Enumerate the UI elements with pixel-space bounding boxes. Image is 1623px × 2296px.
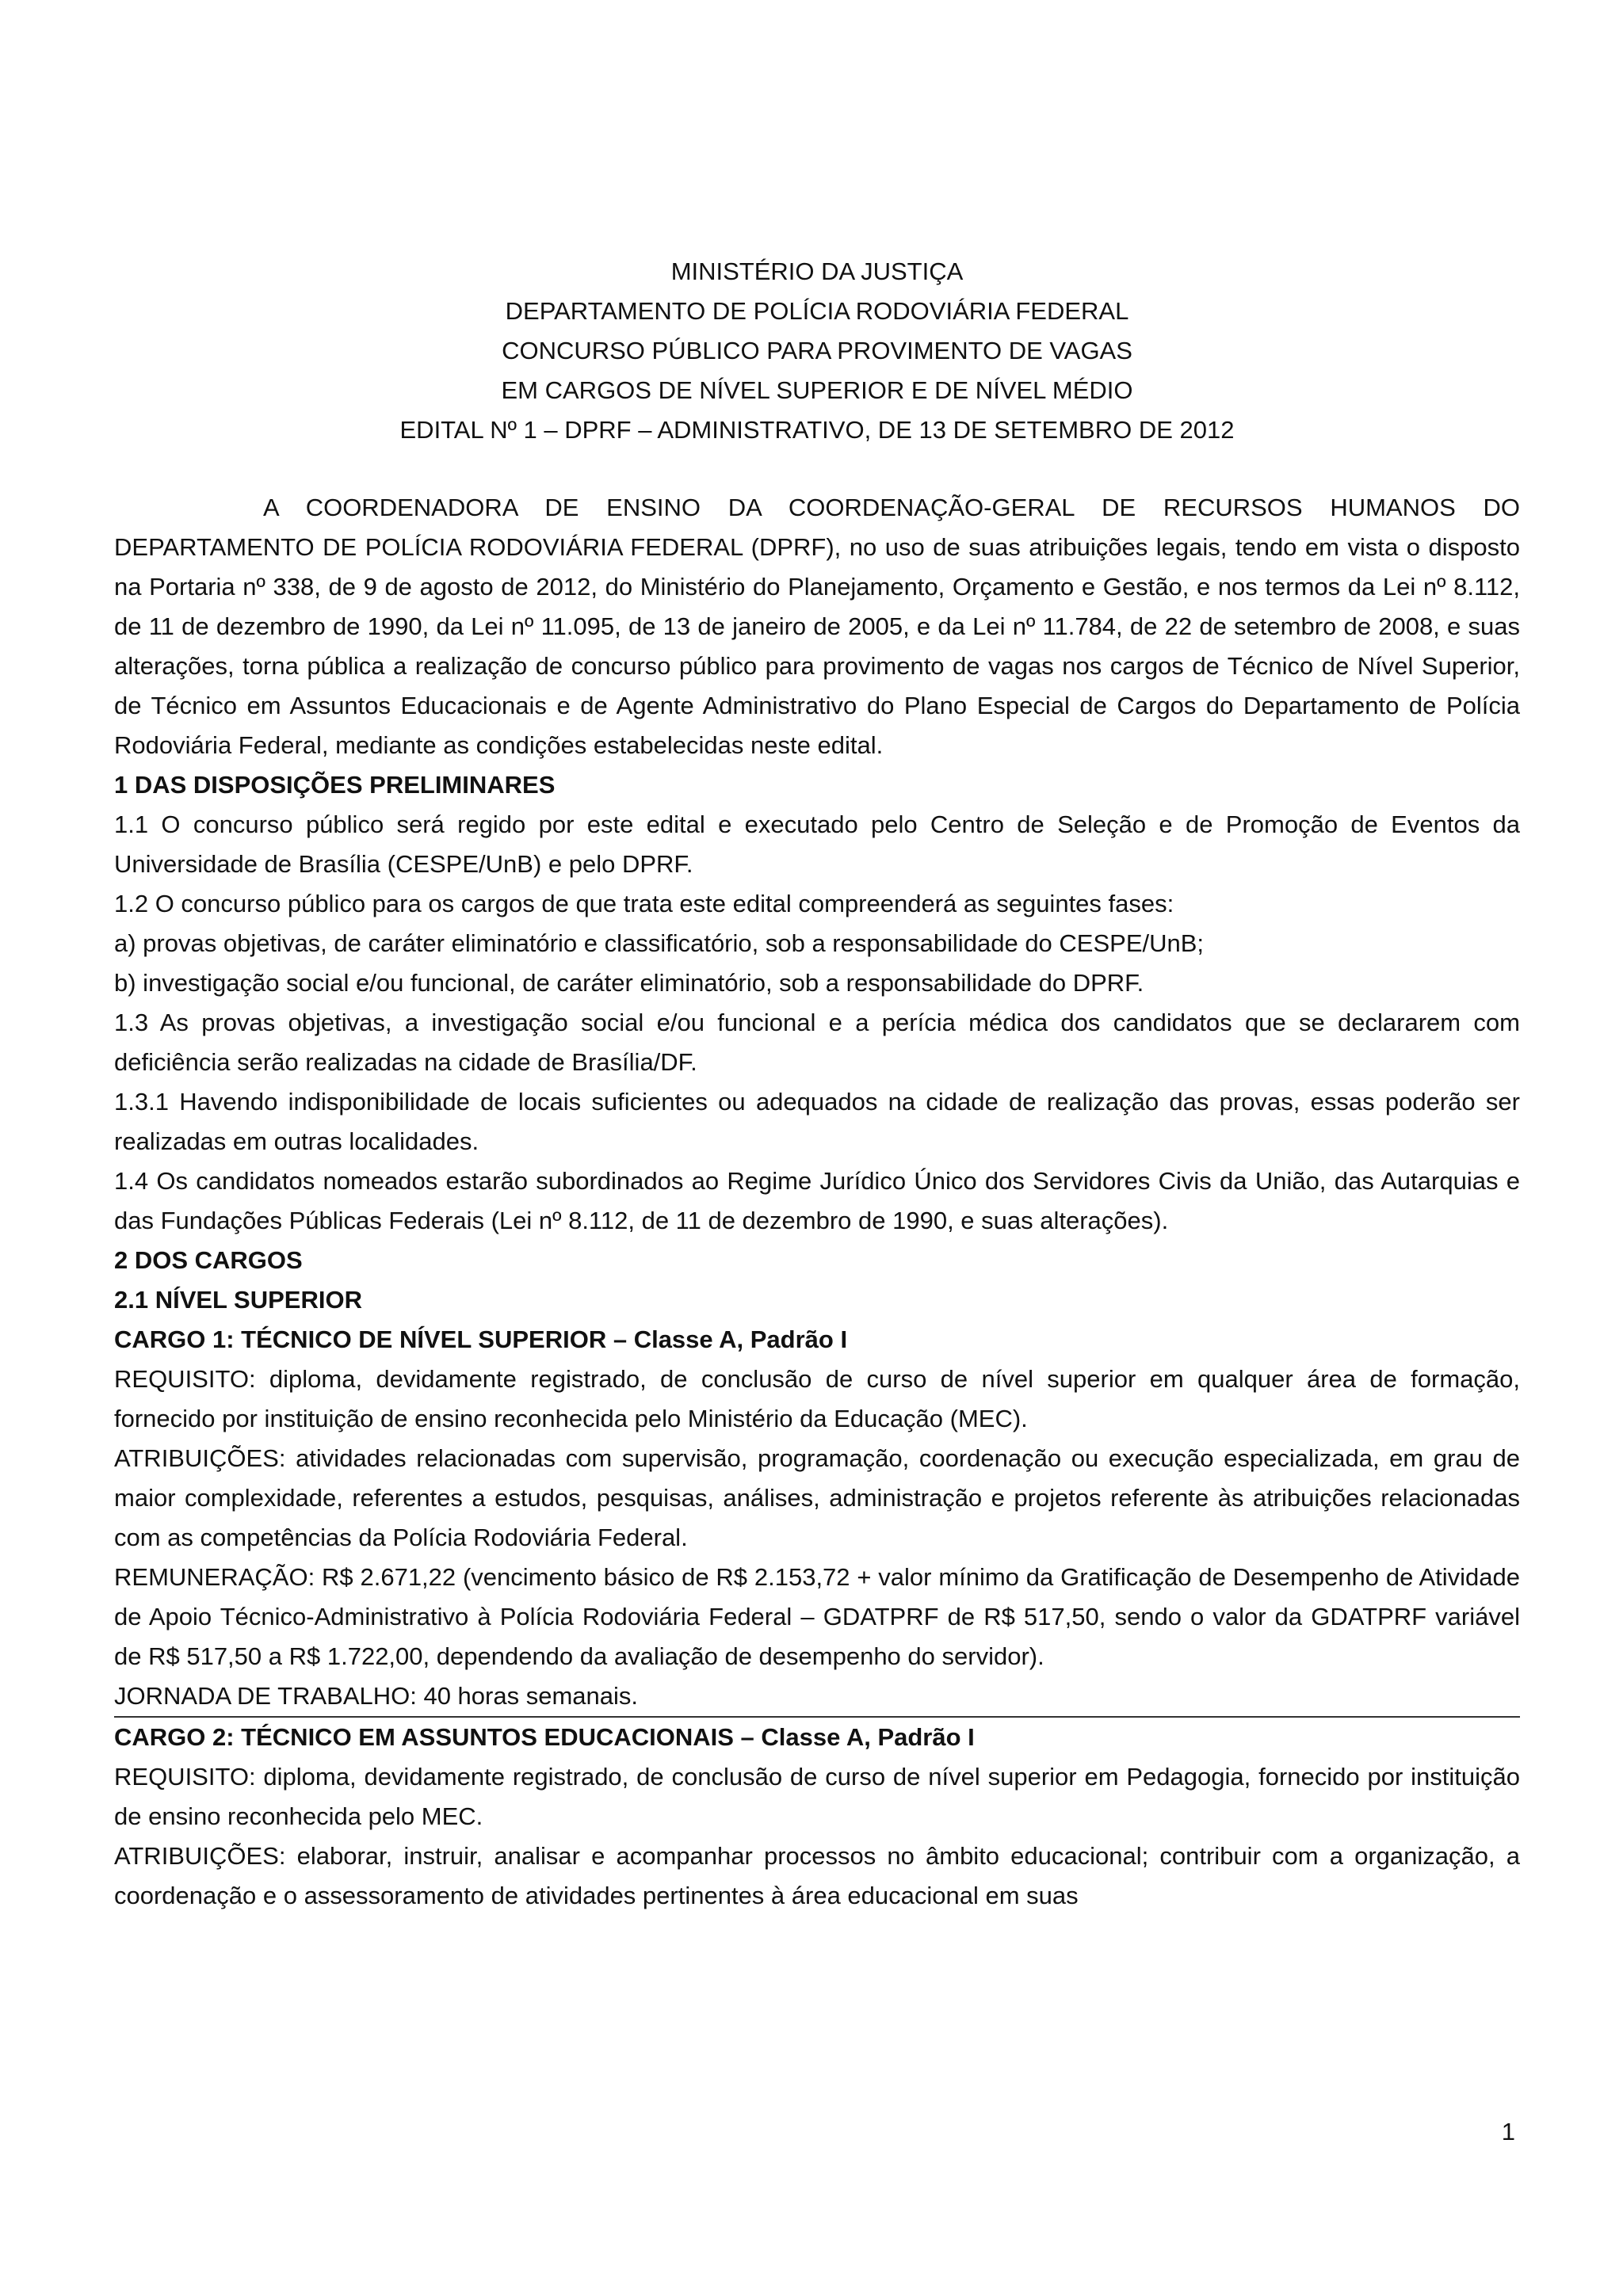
cargo-2-atribuicoes: ATRIBUIÇÕES: elaborar, instruir, analisar e acompanhar processos no âmbito educacional; contribuir com a organização, a coordenação e o assessoramento de atividades pertinentes à área educacional em suas [114, 1842, 1520, 1909]
header-edital: EDITAL Nº 1 – DPRF – ADMINISTRATIVO, DE 13 DE SETEMBRO DE 2012 [399, 416, 1235, 444]
cargo-2-requisito: REQUISITO: diploma, devidamente registrado, de conclusão de curso de nível superior em Pedagogia, fornecido por instituição de ensino reconhecida pelo MEC. [114, 1763, 1520, 1830]
paragraph-1-3-1: 1.3.1 Havendo indisponibilidade de locais suficientes ou adequados na cidade de realização das provas, essas poderão ser realizadas em outras localidades. [114, 1088, 1520, 1155]
header-levels: EM CARGOS DE NÍVEL SUPERIOR E DE NÍVEL MÉDIO [501, 376, 1133, 404]
cargo-1-title: CARGO 1: TÉCNICO DE NÍVEL SUPERIOR – Classe A, Padrão I [114, 1325, 848, 1353]
paragraph-1-4: 1.4 Os candidatos nomeados estarão subordinados ao Regime Jurídico Único dos Servidores Civis da União, das Autarquias e das Fundações Públicas Federais (Lei nº 8.112, de 11 de dezembro de 1990, e suas alterações). [114, 1167, 1520, 1234]
cargo-1-jornada: JORNADA DE TRABALHO: 40 horas semanais. [114, 1682, 639, 1710]
intro-paragraph: A COORDENADORA DE ENSINO DA COORDENAÇÃO-GERAL DE RECURSOS HUMANOS DO DEPARTAMENTO DE POLÍCIA RODOVIÁRIA FEDERAL (DPRF), no uso de suas atribuições legais, tendo em vista o disposto na Portaria nº 338, de 9 de agosto de 2012, do Ministério do Planejamento, Orçamento e Gestão, e nos termos da Lei nº 8.112, de 11 de dezembro de 1990, da Lei nº 11.095, de 13 de janeiro de 2005, e da Lei nº 11.784, de 22 de setembro de 2008, e suas alterações, torna pública a realização de concurso público para provimento de vagas nos cargos de Técnico de Nível Superior, de Técnico em Assuntos Educacionais e de Agente Administrativo do Plano Especial de Cargos do Departamento de Polícia Rodoviária Federal, mediante as condições estabelecidas neste edital. [114, 494, 1520, 759]
section-2-1-title: 2.1 NÍVEL SUPERIOR [114, 1286, 362, 1314]
document-header [114, 252, 1520, 450]
cargo-1-remuneracao: REMUNERAÇÃO: R$ 2.671,22 (vencimento básico de R$ 2.153,72 + valor mínimo da Gratificação de Desempenho de Atividade de Apoio Técnico-Administrativo à Polícia Rodoviária Federal – GDATPRF de R$ 517,50, sendo o valor da GDATPRF variável de R$ 517,50 a R$ 1.722,00, dependendo da avaliação de desempenho do servidor). [114, 1563, 1520, 1670]
cargo-1-atribuicoes: ATRIBUIÇÕES: atividades relacionadas com supervisão, programação, coordenação ou execução especializada, em grau de maior complexidade, referentes a estudos, pesquisas, análises, administração e projetos referente às atribuições relacionadas com as competências da Polícia Rodoviária Federal. [114, 1444, 1520, 1551]
paragraph-1-2-a: a) provas objetivas, de caráter eliminatório e classificatório, sob a responsabilidade do CESPE/UnB; [114, 929, 1205, 957]
paragraph-1-2: 1.2 O concurso público para os cargos de que trata este edital compreenderá as seguintes fases: [114, 890, 1174, 917]
paragraph-1-2-b: b) investigação social e/ou funcional, de caráter eliminatório, sob a responsabilidade do DPRF. [114, 969, 1144, 997]
header-department: DEPARTAMENTO DE POLÍCIA RODOVIÁRIA FEDERAL [505, 297, 1129, 325]
cargo-2-title: CARGO 2: TÉCNICO EM ASSUNTOS EDUCACIONAIS – Classe A, Padrão I [114, 1723, 975, 1751]
section-2-title: 2 DOS CARGOS [114, 1246, 303, 1274]
section-1-title: 1 DAS DISPOSIÇÕES PRELIMINARES [114, 771, 556, 799]
paragraph-1-3: 1.3 As provas objetivas, a investigação social e/ou funcional e a perícia médica dos candidatos que se declararem com deficiência serão realizadas na cidade de Brasília/DF. [114, 1009, 1520, 1076]
header-ministry: MINISTÉRIO DA JUSTIÇA [670, 257, 964, 285]
paragraph-1-1: 1.1 O concurso público será regido por este edital e executado pelo Centro de Seleção e de Promoção de Eventos da Universidade de Brasília (CESPE/UnB) e pelo DPRF. [114, 810, 1520, 878]
page-number: 1 [1501, 2118, 1515, 2145]
cargo-1-requisito: REQUISITO: diploma, devidamente registrado, de conclusão de curso de nível superior em qualquer área de formação, fornecido por instituição de ensino reconhecida pelo Ministério da Educação (MEC). [114, 1365, 1520, 1432]
header-contest: CONCURSO PÚBLICO PARA PROVIMENTO DE VAGAS [502, 337, 1132, 364]
